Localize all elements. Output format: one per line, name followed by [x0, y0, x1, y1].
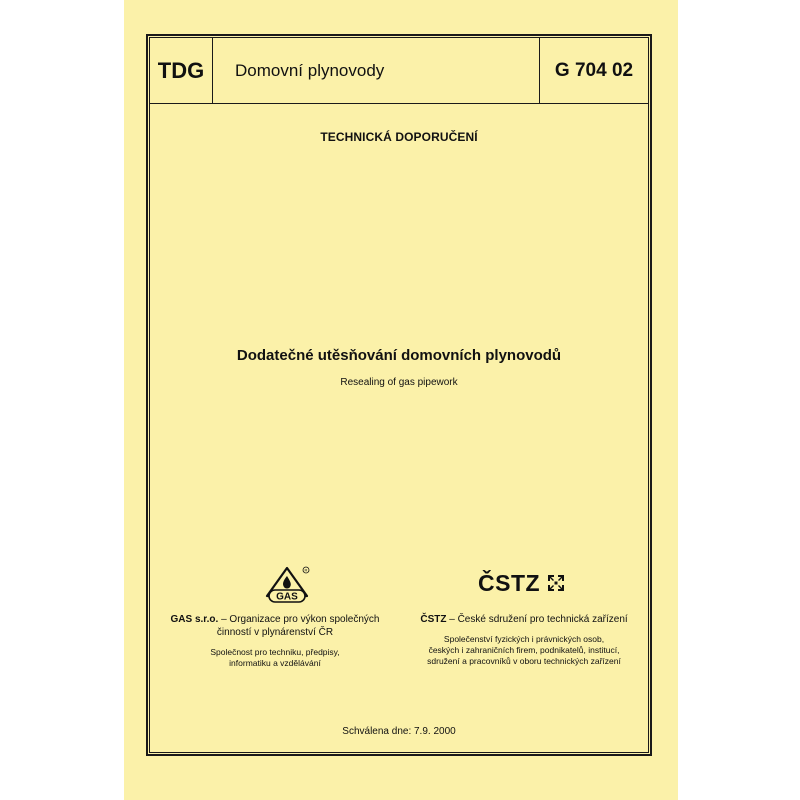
cstz-logo	[478, 570, 567, 596]
document-subtitle: Resealing of gas pipework	[340, 377, 458, 388]
document-type: TECHNICKÁ DOPORUČENÍ	[320, 130, 478, 144]
gas-detail-2: informatiku a vzdělávání	[229, 658, 321, 668]
cstz-detail-1: Společenství fyzických i právnických osob,	[443, 634, 605, 644]
cstz-description: – České sdružení pro technická zařízení	[446, 614, 628, 625]
gas-publisher	[160, 613, 390, 669]
gas-name: GAS s.r.o.	[170, 614, 219, 625]
header-code: G 704 02	[554, 59, 634, 81]
header-series: TDG	[150, 38, 213, 103]
svg-text:GAS: GAS	[276, 591, 298, 603]
gas-description-2: činností v plynárenství ČR	[216, 627, 334, 638]
cstz-detail-3: sdružení a pracovníků v oboru technických zařízení	[427, 656, 621, 666]
document-cover	[124, 0, 678, 800]
gas-detail-1: Společnost pro techniku, předpisy,	[210, 647, 340, 657]
inner-border	[149, 37, 649, 753]
svg-text:R: R	[304, 567, 308, 573]
cstz-publisher	[402, 613, 646, 667]
cstz-mark-icon	[545, 572, 567, 594]
cstz-name: ČSTZ	[420, 614, 447, 625]
gas-description: – Organizace pro výkon společných	[218, 614, 380, 625]
cstz-detail-2: českých i zahraničních firem, podnikatelů, institucí,	[428, 645, 620, 655]
approval-date: Schválena dne: 7.9. 2000	[342, 726, 456, 737]
header-table	[150, 38, 648, 104]
header-title: Domovní plynovody	[213, 38, 540, 103]
document-title: Dodatečné utěsňování domovních plynovodů	[236, 347, 562, 364]
cstz-logo-text: ČSTZ	[478, 569, 541, 596]
gas-logo	[263, 566, 311, 604]
